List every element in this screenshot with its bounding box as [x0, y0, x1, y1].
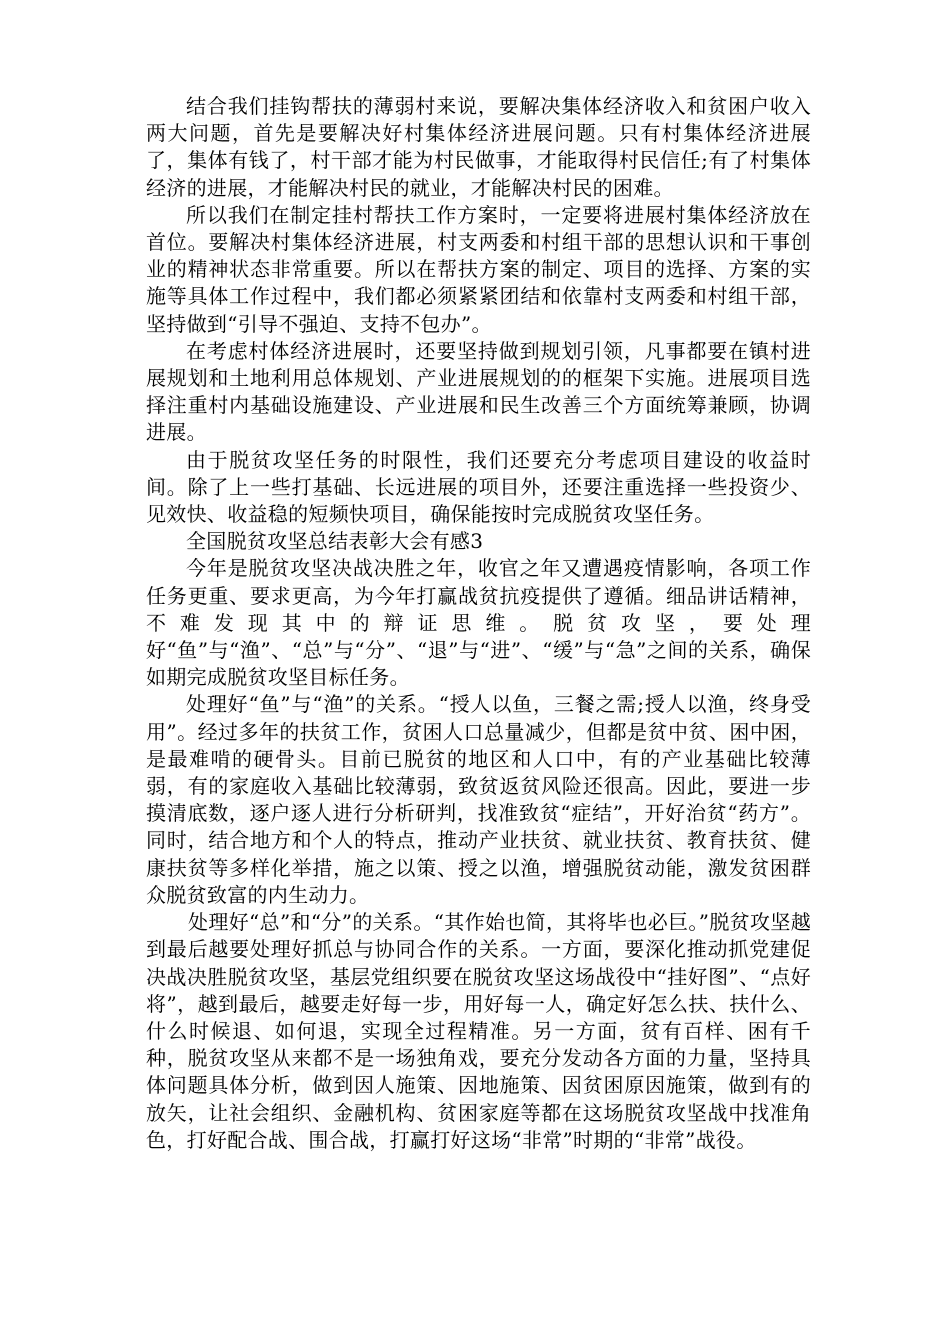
paragraph: 由于脱贫攻坚任务的时限性，我们还要充分考虑项目建设的收益时间。除了上一些打基础、长远进展的项目外，还要注重选择一些投资少、见效快、收益稳的短频快项目，确保能按时完成脱贫攻坚任务。: [146, 447, 811, 527]
paragraph: 处理好“总”和“分”的关系。“其作始也简，其将毕也必巨。”脱贫攻坚越到最后越要处理好抓总与协同合作的关系。一方面，要深化推动抓党建促决战决胜脱贫攻坚，基层党组织要在脱贫攻坚这场战役中“挂好图”、“点好将”，越到最后，越要走好每一步，用好每一人，确定好怎么扶、扶什么、什么时候退、如何退，实现全过程精准。另一方面，贫有百样、困有千种，脱贫攻坚从来都不是一场独角戏，要充分发动各方面的力量，坚持具体问题具体分析，做到因人施策、因地施策、因贫困原因施策，做到有的放矢，让社会组织、金融机构、贫困家庭等都在这场脱贫攻坚战中找准角色，打好配合战、围合战，打赢打好这场“非常”时期的“非常”战役。: [146, 910, 811, 1152]
paragraph: 处理好“鱼”与“渔”的关系。“授人以鱼，三餐之需;授人以渔，终身受用”。经过多年的扶贫工作，贫困人口总量减少，但都是贫中贫、困中困，是最难啃的硬骨头。目前已脱贫的地区和人口中，有的产业基础比较薄弱，有的家庭收入基础比较薄弱，致贫返贫风险还很高。因此，要进一步摸清底数，逐户逐人进行分析研判，找准致贫“症结”，开好治贫“药方”。同时，结合地方和个人的特点，推动产业扶贫、就业扶贫、教育扶贫、健康扶贫等多样化举措，施之以策、授之以渔，增强脱贫动能，激发贫困群众脱贫致富的内生动力。: [146, 692, 811, 907]
section-title: 全国脱贫攻坚总结表彰大会有感3: [186, 529, 484, 554]
paragraph: 结合我们挂钩帮扶的薄弱村来说，要解决集体经济收入和贫困户收入两大问题，首先是要解决好村集体经济进展问题。只有村集体经济进展了，集体有钱了，村干部才能为村民做事，才能取得村民信任;有了村集体经济的进展，才能解决村民的就业，才能解决村民的困难。: [146, 94, 811, 200]
paragraph: 在考虑村体经济进展时，还要坚持做到规划引领，凡事都要在镇村进展规划和土地利用总体规划、产业进展规划的的框架下实施。进展项目选择注重村内基础设施建设、产业进展和民生改善三个方面统筹兼顾，协调进展。: [146, 338, 811, 445]
paragraph: 所以我们在制定挂村帮扶工作方案时，一定要将进展村集体经济放在首位。要解决村集体经济进展，村支两委和村组干部的思想认识和干事创业的精神状态非常重要。所以在帮扶方案的制定、项目的选择、方案的实施等具体工作过程中，我们都必须紧紧团结和依靠村支两委和村组干部，坚持做到“引导不强迫、支持不包办”。: [146, 202, 811, 336]
document-page: [146, 93, 811, 1154]
paragraph: 今年是脱贫攻坚决战决胜之年，收官之年又遭遇疫情影响，各项工作任务更重、要求更高，为今年打赢战贫抗疫提供了遵循。细品讲话精神，不难发现其中的辩证思维。脱贫攻坚，要处理好“鱼”与“渔”、“总”与“分”、“退”与“进”、“缓”与“急”之间的关系，确保如期完成脱贫攻坚目标任务。: [146, 556, 811, 690]
